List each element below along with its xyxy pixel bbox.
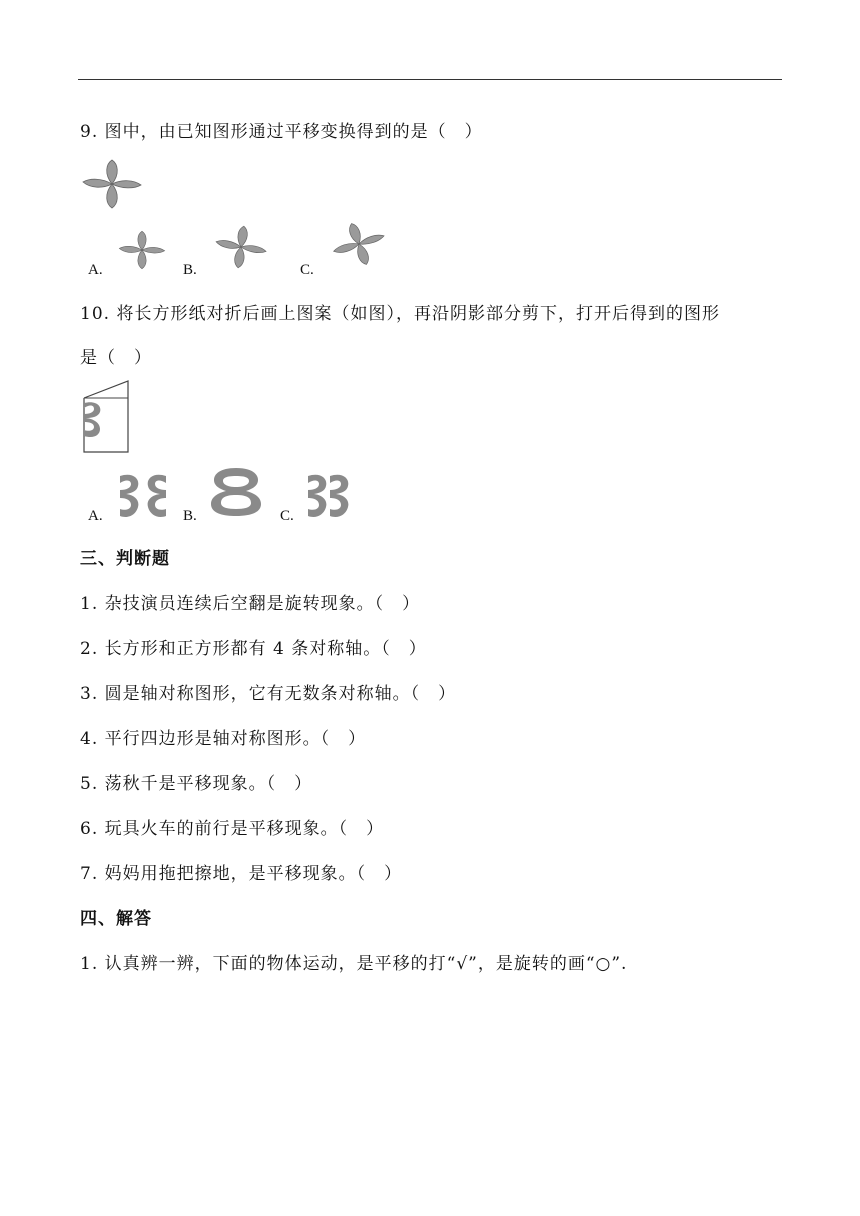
section-3-item-3: 3. 圆是轴对称图形，它有无数条对称轴。（ ）: [80, 684, 457, 704]
section-3-item-5: 5. 荡秋千是平移现象。（ ）: [80, 774, 313, 794]
q10-folded-paper-figure: [82, 378, 132, 454]
section-3-item-7: 7. 妈妈用拖把擦地，是平移现象。（ ）: [80, 864, 403, 884]
section-4-title: 四、解答: [80, 909, 152, 929]
q9-option-a-flower-figure: [117, 228, 167, 272]
section-4-item-1: 1. 认真辨一辨，下面的物体运动，是平移的打“√”，是旋转的画“○”.: [80, 954, 628, 974]
section-3-item-2: 2. 长方形和正方形都有 4 条对称轴。（ ）: [80, 639, 427, 659]
question-10-text-line1: 10. 将长方形纸对折后画上图案（如图），再沿阴影部分剪下，打开后得到的图形: [80, 304, 720, 324]
q10-option-c-label: C.: [280, 508, 294, 524]
q9-original-flower-figure: [80, 158, 144, 210]
q10-option-a-label: A.: [88, 508, 103, 524]
section-3-title: 三、判断题: [80, 549, 170, 569]
q10-option-a-cut-figure: [118, 472, 168, 520]
q9-option-a-label: A.: [88, 262, 103, 278]
question-10-text-line2: 是（ ）: [80, 348, 152, 368]
question-9-text: 9. 图中，由已知图形通过平移变换得到的是（ ）: [80, 122, 483, 142]
q9-option-c-flower-figure: [330, 218, 388, 270]
section-3-item-4: 4. 平行四边形是轴对称图形。（ ）: [80, 729, 367, 749]
q9-option-b-label: B.: [183, 262, 197, 278]
q9-option-b-flower-figure: [213, 224, 269, 270]
q10-option-b-label: B.: [183, 508, 197, 524]
header-divider: [78, 79, 782, 80]
q10-option-b-cut-figure: [208, 466, 264, 518]
q10-option-c-cut-figure: [306, 472, 354, 518]
section-3-item-1: 1. 杂技演员连续后空翻是旋转现象。（ ）: [80, 594, 421, 614]
q9-option-c-label: C.: [300, 262, 314, 278]
section-3-item-6: 6. 玩具火车的前行是平移现象。（ ）: [80, 819, 385, 839]
